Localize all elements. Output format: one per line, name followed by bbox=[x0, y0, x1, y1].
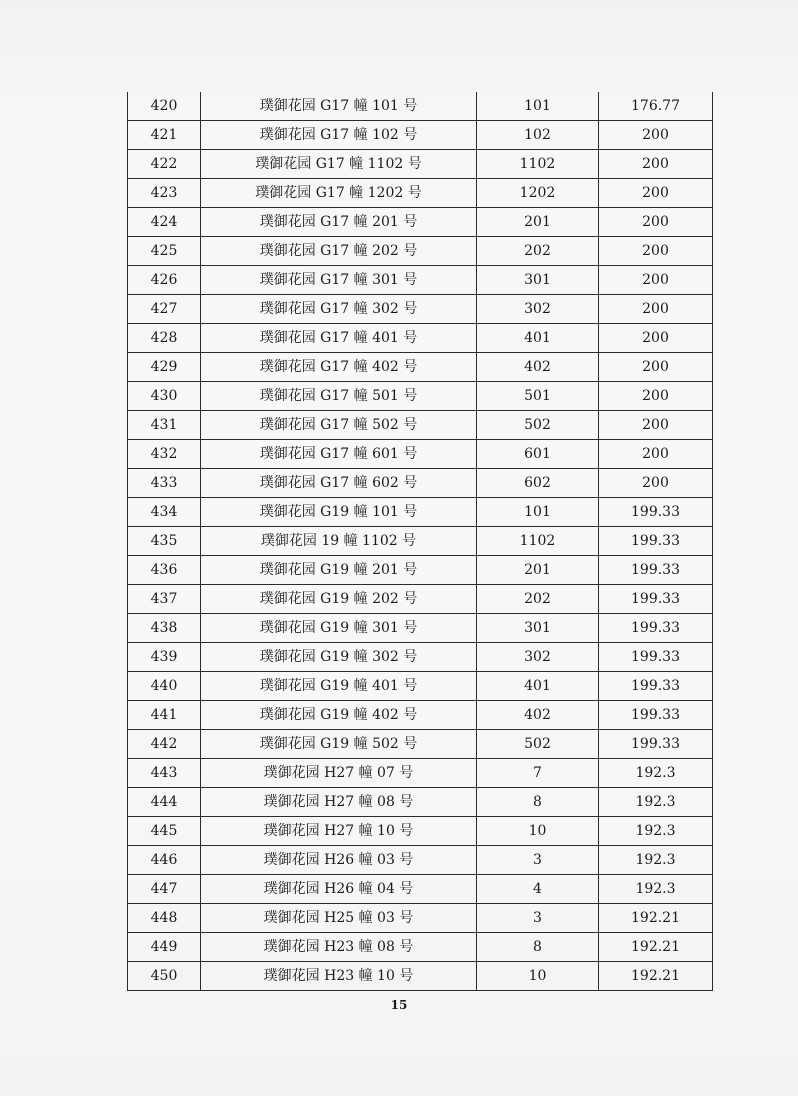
area-cell: 200 bbox=[599, 150, 713, 179]
area-cell: 200 bbox=[599, 440, 713, 469]
area-cell: 176.77 bbox=[599, 92, 713, 121]
property-table bbox=[127, 92, 713, 991]
room-number-cell: 301 bbox=[477, 614, 599, 643]
area-cell: 199.33 bbox=[599, 527, 713, 556]
row-index-cell: 436 bbox=[128, 556, 201, 585]
table-row bbox=[128, 382, 713, 411]
property-address-cell: 璞御花园 G17 幢 102 号 bbox=[201, 121, 477, 150]
area-cell: 192.21 bbox=[599, 904, 713, 933]
table-row bbox=[128, 411, 713, 440]
row-index-cell: 446 bbox=[128, 846, 201, 875]
area-cell: 200 bbox=[599, 121, 713, 150]
property-address-cell: 璞御花园 G17 幢 602 号 bbox=[201, 469, 477, 498]
row-index-cell: 449 bbox=[128, 933, 201, 962]
room-number-cell: 1102 bbox=[477, 150, 599, 179]
row-index-cell: 431 bbox=[128, 411, 201, 440]
area-cell: 192.21 bbox=[599, 962, 713, 991]
room-number-cell: 402 bbox=[477, 353, 599, 382]
table-body bbox=[128, 92, 713, 991]
area-cell: 192.3 bbox=[599, 788, 713, 817]
room-number-cell: 302 bbox=[477, 295, 599, 324]
table-row bbox=[128, 179, 713, 208]
property-address-cell: 璞御花园 G17 幢 101 号 bbox=[201, 92, 477, 121]
area-cell: 200 bbox=[599, 469, 713, 498]
table-row bbox=[128, 92, 713, 121]
row-index-cell: 447 bbox=[128, 875, 201, 904]
table-row bbox=[128, 672, 713, 701]
property-address-cell: 璞御花园 H27 幢 10 号 bbox=[201, 817, 477, 846]
property-address-cell: 璞御花园 H23 幢 08 号 bbox=[201, 933, 477, 962]
property-address-cell: 璞御花园 G17 幢 401 号 bbox=[201, 324, 477, 353]
table-row bbox=[128, 614, 713, 643]
area-cell: 200 bbox=[599, 266, 713, 295]
row-index-cell: 430 bbox=[128, 382, 201, 411]
property-address-cell: 璞御花园 G17 幢 1202 号 bbox=[201, 179, 477, 208]
area-cell: 200 bbox=[599, 208, 713, 237]
row-index-cell: 450 bbox=[128, 962, 201, 991]
room-number-cell: 10 bbox=[477, 817, 599, 846]
row-index-cell: 432 bbox=[128, 440, 201, 469]
area-cell: 192.3 bbox=[599, 759, 713, 788]
area-cell: 199.33 bbox=[599, 672, 713, 701]
table-row bbox=[128, 121, 713, 150]
property-address-cell: 璞御花园 G19 幢 101 号 bbox=[201, 498, 477, 527]
room-number-cell: 7 bbox=[477, 759, 599, 788]
table-row bbox=[128, 498, 713, 527]
table-row bbox=[128, 324, 713, 353]
table-row bbox=[128, 817, 713, 846]
row-index-cell: 438 bbox=[128, 614, 201, 643]
area-cell: 200 bbox=[599, 411, 713, 440]
area-cell: 199.33 bbox=[599, 701, 713, 730]
row-index-cell: 421 bbox=[128, 121, 201, 150]
room-number-cell: 301 bbox=[477, 266, 599, 295]
row-index-cell: 422 bbox=[128, 150, 201, 179]
property-address-cell: 璞御花园 G17 幢 302 号 bbox=[201, 295, 477, 324]
table-row bbox=[128, 469, 713, 498]
row-index-cell: 437 bbox=[128, 585, 201, 614]
row-index-cell: 435 bbox=[128, 527, 201, 556]
property-address-cell: 璞御花园 G19 幢 201 号 bbox=[201, 556, 477, 585]
table-row bbox=[128, 266, 713, 295]
area-cell: 199.33 bbox=[599, 730, 713, 759]
table-row bbox=[128, 643, 713, 672]
room-number-cell: 3 bbox=[477, 846, 599, 875]
table-row bbox=[128, 904, 713, 933]
area-cell: 199.33 bbox=[599, 643, 713, 672]
property-address-cell: 璞御花园 19 幢 1102 号 bbox=[201, 527, 477, 556]
table-row bbox=[128, 759, 713, 788]
table-row bbox=[128, 353, 713, 382]
property-address-cell: 璞御花园 H25 幢 03 号 bbox=[201, 904, 477, 933]
row-index-cell: 428 bbox=[128, 324, 201, 353]
table-row bbox=[128, 150, 713, 179]
room-number-cell: 502 bbox=[477, 730, 599, 759]
room-number-cell: 3 bbox=[477, 904, 599, 933]
page-number: 15 bbox=[390, 998, 408, 1012]
row-index-cell: 420 bbox=[128, 92, 201, 121]
table-row bbox=[128, 875, 713, 904]
property-address-cell: 璞御花园 G17 幢 202 号 bbox=[201, 237, 477, 266]
row-index-cell: 448 bbox=[128, 904, 201, 933]
room-number-cell: 202 bbox=[477, 585, 599, 614]
room-number-cell: 201 bbox=[477, 208, 599, 237]
table-row bbox=[128, 527, 713, 556]
property-address-cell: 璞御花园 H27 幢 08 号 bbox=[201, 788, 477, 817]
property-address-cell: 璞御花园 H23 幢 10 号 bbox=[201, 962, 477, 991]
property-address-cell: 璞御花园 G19 幢 402 号 bbox=[201, 701, 477, 730]
area-cell: 192.3 bbox=[599, 846, 713, 875]
room-number-cell: 8 bbox=[477, 788, 599, 817]
row-index-cell: 426 bbox=[128, 266, 201, 295]
property-address-cell: 璞御花园 G17 幢 601 号 bbox=[201, 440, 477, 469]
area-cell: 200 bbox=[599, 295, 713, 324]
property-address-cell: 璞御花园 G19 幢 502 号 bbox=[201, 730, 477, 759]
area-cell: 192.21 bbox=[599, 933, 713, 962]
room-number-cell: 8 bbox=[477, 933, 599, 962]
property-address-cell: 璞御花园 G19 幢 202 号 bbox=[201, 585, 477, 614]
table-row bbox=[128, 556, 713, 585]
table-row bbox=[128, 208, 713, 237]
table-row bbox=[128, 730, 713, 759]
room-number-cell: 601 bbox=[477, 440, 599, 469]
room-number-cell: 401 bbox=[477, 324, 599, 353]
area-cell: 200 bbox=[599, 382, 713, 411]
property-address-cell: 璞御花园 G17 幢 201 号 bbox=[201, 208, 477, 237]
table-row bbox=[128, 237, 713, 266]
row-index-cell: 427 bbox=[128, 295, 201, 324]
property-address-cell: 璞御花园 G17 幢 301 号 bbox=[201, 266, 477, 295]
property-address-cell: 璞御花园 G17 幢 502 号 bbox=[201, 411, 477, 440]
table-row bbox=[128, 295, 713, 324]
area-cell: 199.33 bbox=[599, 498, 713, 527]
row-index-cell: 442 bbox=[128, 730, 201, 759]
room-number-cell: 602 bbox=[477, 469, 599, 498]
room-number-cell: 302 bbox=[477, 643, 599, 672]
row-index-cell: 439 bbox=[128, 643, 201, 672]
room-number-cell: 101 bbox=[477, 92, 599, 121]
area-cell: 192.3 bbox=[599, 817, 713, 846]
room-number-cell: 502 bbox=[477, 411, 599, 440]
room-number-cell: 201 bbox=[477, 556, 599, 585]
row-index-cell: 433 bbox=[128, 469, 201, 498]
area-cell: 200 bbox=[599, 179, 713, 208]
table-row bbox=[128, 933, 713, 962]
room-number-cell: 101 bbox=[477, 498, 599, 527]
row-index-cell: 443 bbox=[128, 759, 201, 788]
area-cell: 200 bbox=[599, 237, 713, 266]
area-cell: 199.33 bbox=[599, 556, 713, 585]
area-cell: 200 bbox=[599, 353, 713, 382]
property-address-cell: 璞御花园 H27 幢 07 号 bbox=[201, 759, 477, 788]
table-row bbox=[128, 962, 713, 991]
property-address-cell: 璞御花园 G19 幢 301 号 bbox=[201, 614, 477, 643]
table-row bbox=[128, 440, 713, 469]
row-index-cell: 444 bbox=[128, 788, 201, 817]
property-address-cell: 璞御花园 H26 幢 03 号 bbox=[201, 846, 477, 875]
row-index-cell: 424 bbox=[128, 208, 201, 237]
room-number-cell: 1102 bbox=[477, 527, 599, 556]
row-index-cell: 434 bbox=[128, 498, 201, 527]
area-cell: 200 bbox=[599, 324, 713, 353]
room-number-cell: 402 bbox=[477, 701, 599, 730]
room-number-cell: 202 bbox=[477, 237, 599, 266]
room-number-cell: 10 bbox=[477, 962, 599, 991]
row-index-cell: 445 bbox=[128, 817, 201, 846]
row-index-cell: 423 bbox=[128, 179, 201, 208]
property-address-cell: 璞御花园 G19 幢 302 号 bbox=[201, 643, 477, 672]
property-address-cell: 璞御花园 G17 幢 501 号 bbox=[201, 382, 477, 411]
table-row bbox=[128, 701, 713, 730]
property-address-cell: 璞御花园 G17 幢 1102 号 bbox=[201, 150, 477, 179]
property-address-cell: 璞御花园 H26 幢 04 号 bbox=[201, 875, 477, 904]
property-address-cell: 璞御花园 G19 幢 401 号 bbox=[201, 672, 477, 701]
area-cell: 199.33 bbox=[599, 585, 713, 614]
table-row bbox=[128, 585, 713, 614]
room-number-cell: 501 bbox=[477, 382, 599, 411]
area-cell: 192.3 bbox=[599, 875, 713, 904]
room-number-cell: 401 bbox=[477, 672, 599, 701]
table-row bbox=[128, 846, 713, 875]
room-number-cell: 4 bbox=[477, 875, 599, 904]
row-index-cell: 441 bbox=[128, 701, 201, 730]
table-row bbox=[128, 788, 713, 817]
room-number-cell: 1202 bbox=[477, 179, 599, 208]
property-address-cell: 璞御花园 G17 幢 402 号 bbox=[201, 353, 477, 382]
row-index-cell: 429 bbox=[128, 353, 201, 382]
row-index-cell: 440 bbox=[128, 672, 201, 701]
row-index-cell: 425 bbox=[128, 237, 201, 266]
room-number-cell: 102 bbox=[477, 121, 599, 150]
area-cell: 199.33 bbox=[599, 614, 713, 643]
